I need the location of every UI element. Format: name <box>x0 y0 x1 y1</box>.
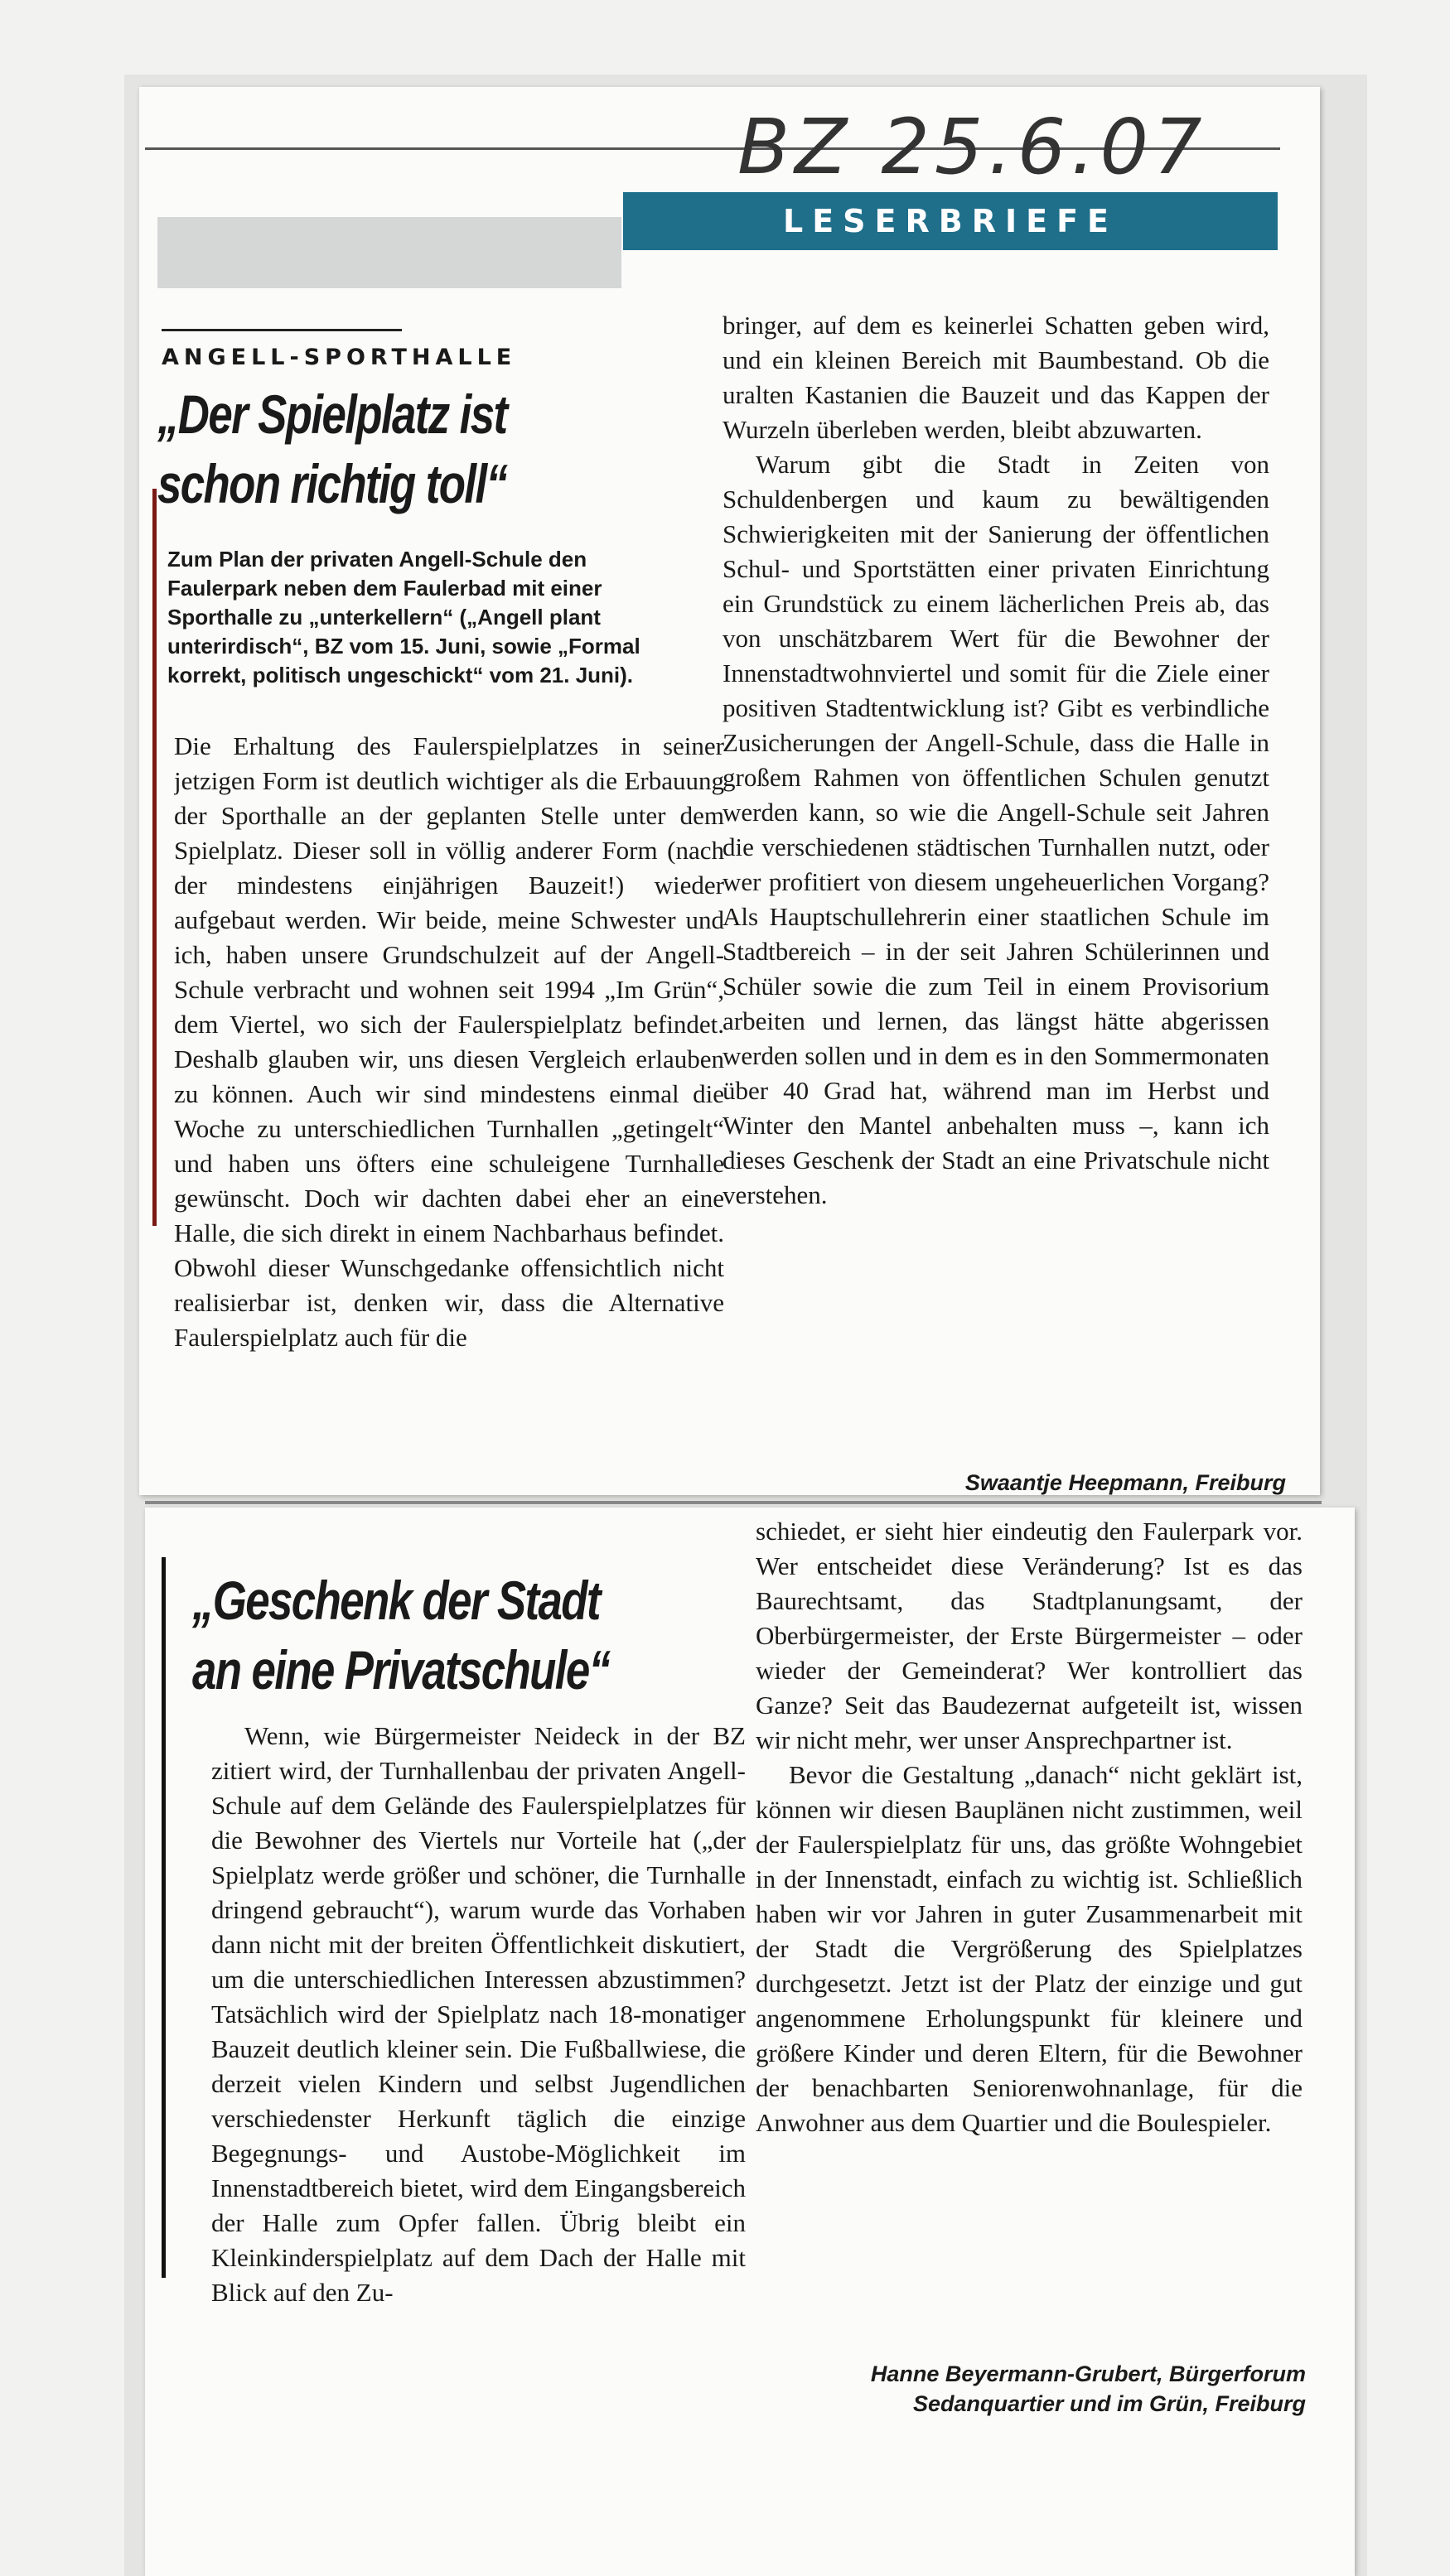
section-banner: LESERBRIEFE <box>623 192 1278 250</box>
letter1-signature: Swaantje Heepmann, Freiburg <box>964 1470 1286 1495</box>
letter1-col2-para1: bringer, auf dem es keinerlei Schatten geben wird, und ein kleinen Bereich mit Baumbestand. Ob die uralten Kastanien die Bauzeit und das Kappen der Wurzeln überleben werden, bleibt abzuwarten. <box>723 311 1269 444</box>
letter2-signature-line2: Sedanquartier und im Grün, Freiburg <box>912 2391 1306 2416</box>
header-gray-bar <box>157 217 621 288</box>
letter1-col2-para2: Warum gibt die Stadt in Zeiten von Schuldenbergen und kaum zu bewältigenden Schwierigkeiten mit der Sanierung der öffentlichen Schul- und Sportstätten einer privaten Einrichtung ein Grundstück zu einem lächerlichen Preis ab, das von unschätzbarem Wert für die Bewohner der Innenstadtwohnviertel und somit für die Ziele einer positiven Stadtentwicklung ist? Gibt es verbindliche Zusicherungen der Angell-Schule, dass die Halle in großem Rahmen von öffentlichen Schulen genutzt werden kann, so wie die Angell-Schule seit Jahren die verschiedenen städtischen Turnhallen nutzt, oder wer profitiert von diesem ungeheuerlichen Vorgang? Als Hauptschullehrerin einer staatlichen Schule im Stadtbereich – in der seit Jahren Schülerinnen und Schüler sowie die zum Teil in einem Provisorium arbeiten und lernen, das längst hätte abgerissen werden sollen und in dem es in den Sommermonaten über 40 Grad hat, während man im Herbst und Winter den Mantel anbehalten muss –, kann ich dieses Geschenk der Stadt an eine Privatschule nicht verstehen. <box>723 450 1269 1209</box>
letter1-headline <box>157 379 661 519</box>
letter2-headline <box>192 1565 789 1705</box>
letter1-column2 <box>723 308 1269 1472</box>
handwritten-date-note: BZ 25.6.07 <box>737 103 1207 191</box>
kicker: ANGELL-SPORTHALLE <box>162 345 517 370</box>
letter1-lead: Zum Plan der privaten Angell-Schule den Faulerpark neben dem Faulerbad mit einer Sporthalle zu „unterkellern“ („Angell plant unterirdisch“, BZ vom 15. Juni, sowie „Formal korrekt, politisch ungeschickt“ vom 21. Juni). <box>167 547 640 687</box>
letter2-column1 <box>211 1719 746 2464</box>
letter2-col2-para1: schiedet, er sieht hier eindeutig den Faulerpark vor. Wer entscheidet diese Veränderung? Ist es das Baurechtsamt, das Stadtplanungsamt, der Oberbürgermeister, der Erste Bürgermeister – oder wieder der Gemeinderat? Wer kontrolliert das Ganze? Seit das Baudezernat aufgeteilt ist, wissen wir nicht mehr, wer unser Ansprechpartner ist. <box>756 1517 1303 1754</box>
letter1-column1 <box>174 729 724 1524</box>
letter2-column2 <box>756 1514 1303 2347</box>
letter1-headline-line2: schon richtig toll“ <box>157 453 507 514</box>
letter2-col2-para2: Bevor die Gestaltung „danach“ nicht geklärt ist, können wir diesen Bauplänen nicht zustimmen, weil der Faulerspielplatz für uns, das größte Wohngebiet in der Innenstadt, einfach zu wichtig ist. Schließlich haben wir vor Jahren in guter Zusammenarbeit mit der Stadt die Vergrößerung des Spielplatzes durchgesetzt. Jetzt ist der Platz der einzige und gut angenommene Erholungspunkt für kleinere und größere Kinder und deren Eltern, für die Bewohner der benachbarten Seniorenwohnanlage, für die Anwohner aus dem Quartier und die Boulespieler. <box>756 1760 1303 2137</box>
letter2-col1-text: Wenn, wie Bürgermeister Neideck in der BZ zitiert wird, der Turnhallenbau der privaten Angell-Schule auf dem Gelände des Faulerspielplatzes für die Bewohner des Viertels nur Vorteile hat („der Spielplatz werde größer und schöner, die Turnhalle dringend gebraucht“), warum wurde das Vorhaben dann nicht mit der breiten Öffentlichkeit diskutiert, um die unterschiedlichen Interessen abzustimmen? Tatsächlich wird der Spielplatz nach 18-monatiger Bauzeit deutlich kleiner sein. Die Fußballwiese, die derzeit vielen Kindern und selbst Jugendlichen verschiedenster Herkunft täglich die einzige Begegnungs- und Austobe-Möglichkeit im Innenstadtbereich bietet, wird dem Eingangsbereich der Halle zum Opfer fallen. Übrig bleibt ein Kleinkinderspielplatz auf dem Dach der Halle mit Blick auf den Zu- <box>211 1721 746 2307</box>
kicker-rule <box>162 329 402 331</box>
letter2-signature-line1: Hanne Beyermann-Grubert, Bürgerforum <box>870 2361 1306 2386</box>
clipping-divider <box>145 1501 1322 1504</box>
letter1-col1-text: Die Erhaltung des Faulerspielplatzes in seiner jetzigen Form ist deutlich wichtiger als die Erbauung der Sporthalle an der geplanten Stelle unter dem Spielplatz. Dieser soll in völlig anderer Form (nach der mindestens einjährigen Bauzeit!) wieder aufgebaut werden. Wir beide, meine Schwester und ich, haben unsere Grundschulzeit auf der Angell-Schule verbracht und wohnen seit 1994 „Im Grün“, dem Viertel, wo sich der Faulerspielplatz befindet. Deshalb glauben wir, uns diesen Vergleich erlauben zu können. Auch wir sind mindestens einmal die Woche zu unterschiedlichen Turnhallen „getingelt“ und haben uns öfters eine schuleigene Turnhalle gewünscht. Doch wir dachten dabei eher an eine Halle, die sich direkt in einem Nachbarhaus befindet. Obwohl dieser Wunschgedanke offensichtlich nicht realisierbar ist, denken wir, dass die Alternative Faulerspielplatz auch für die <box>174 731 724 1352</box>
letter2-signature <box>746 2359 1306 2422</box>
edge-color-strip <box>152 489 157 1226</box>
left-margin-bar <box>162 1557 166 2278</box>
letter1-headline-line1: „Der Spielplatz ist <box>157 384 507 445</box>
letter2-headline-line2: an eine Privatschule“ <box>192 1639 610 1700</box>
letter2-headline-line1: „Geschenk der Stadt <box>192 1570 600 1631</box>
